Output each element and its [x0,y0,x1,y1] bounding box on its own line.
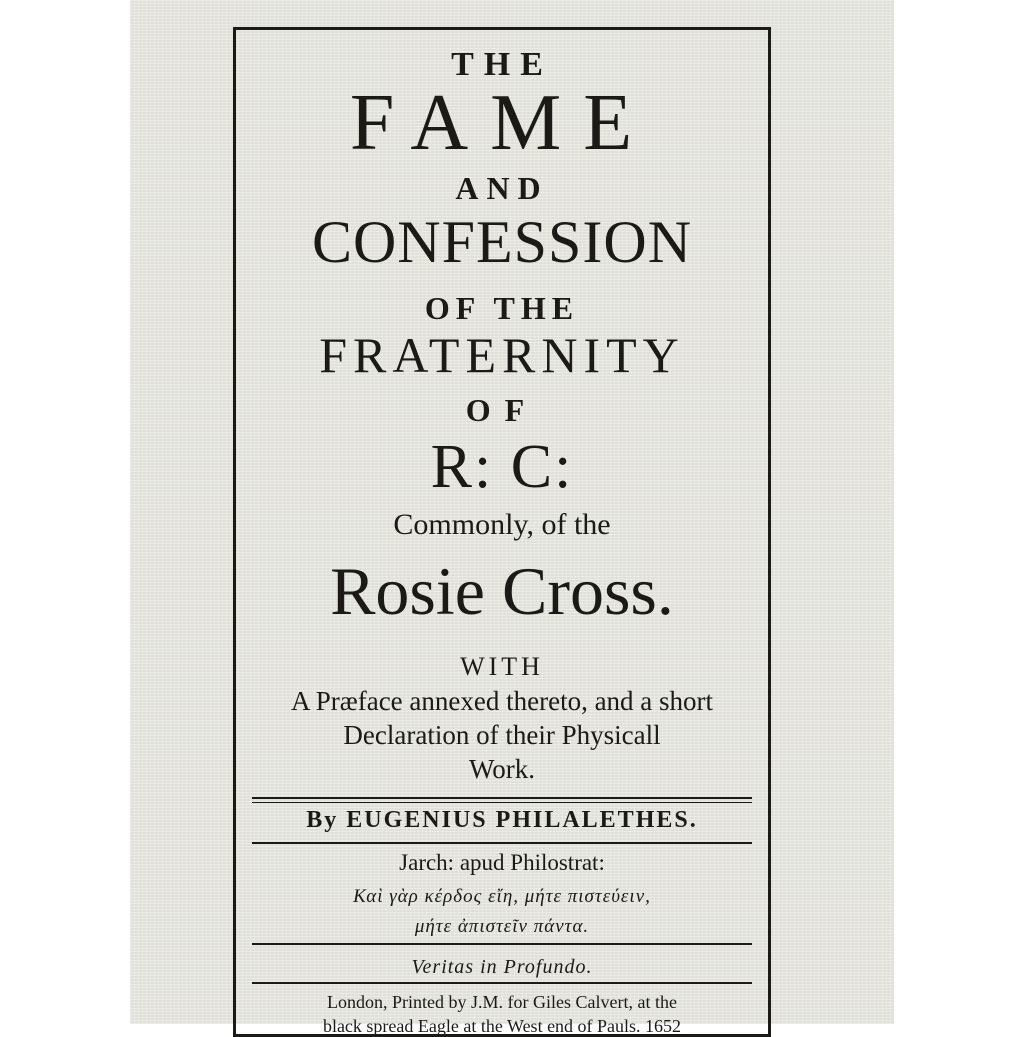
epigraph-source: Jarch: apud Philostrat: [399,850,605,875]
greek-epigraph-line-1: Καὶ γὰρ κέρδος εἴη, μήτε πιστεύειν, [353,886,651,907]
preface-line-3: Work. [468,754,536,784]
preface-line-2: Declaration of their Physicall [343,720,661,750]
title-page-border [233,27,771,1037]
title-line-and: AND [455,170,549,206]
title-line-of: OF [465,392,539,428]
rule-divider [252,797,752,799]
paper-canvas [130,0,894,1036]
title-line-rc: R: C: [430,433,574,501]
rule-divider [252,842,752,844]
title-line-confession: CONFESSION [311,209,693,275]
imprint-line-1: London, Printed by J.M. for Giles Calvert, at the [327,992,677,1012]
preface-line-1: A Præface annexed thereto, and a short [290,686,714,716]
author-line: By EUGENIUS PHILALETHES. [306,807,698,833]
rule-divider [252,802,752,803]
rule-divider [252,943,752,945]
imprint-line-2: black spread Eagle at the West end of Pauls. 1652 [322,1016,682,1036]
title-line-the: THE [451,46,553,83]
title-line-of-the: OF THE [424,290,580,326]
motto: Veritas in Profundo. [411,956,593,978]
greek-epigraph-line-2: μήτε ἀπιστεῖν πάντα. [414,916,590,937]
title-line-rosie-cross: Rosie Cross. [330,553,674,629]
title-line-fame: FAME [349,79,655,167]
title-line-fraternity: FRATERNITY [319,327,685,383]
subtitle-with: WITH [460,652,544,681]
rule-divider [252,982,752,984]
title-line-commonly: Commonly, of the [393,508,611,541]
